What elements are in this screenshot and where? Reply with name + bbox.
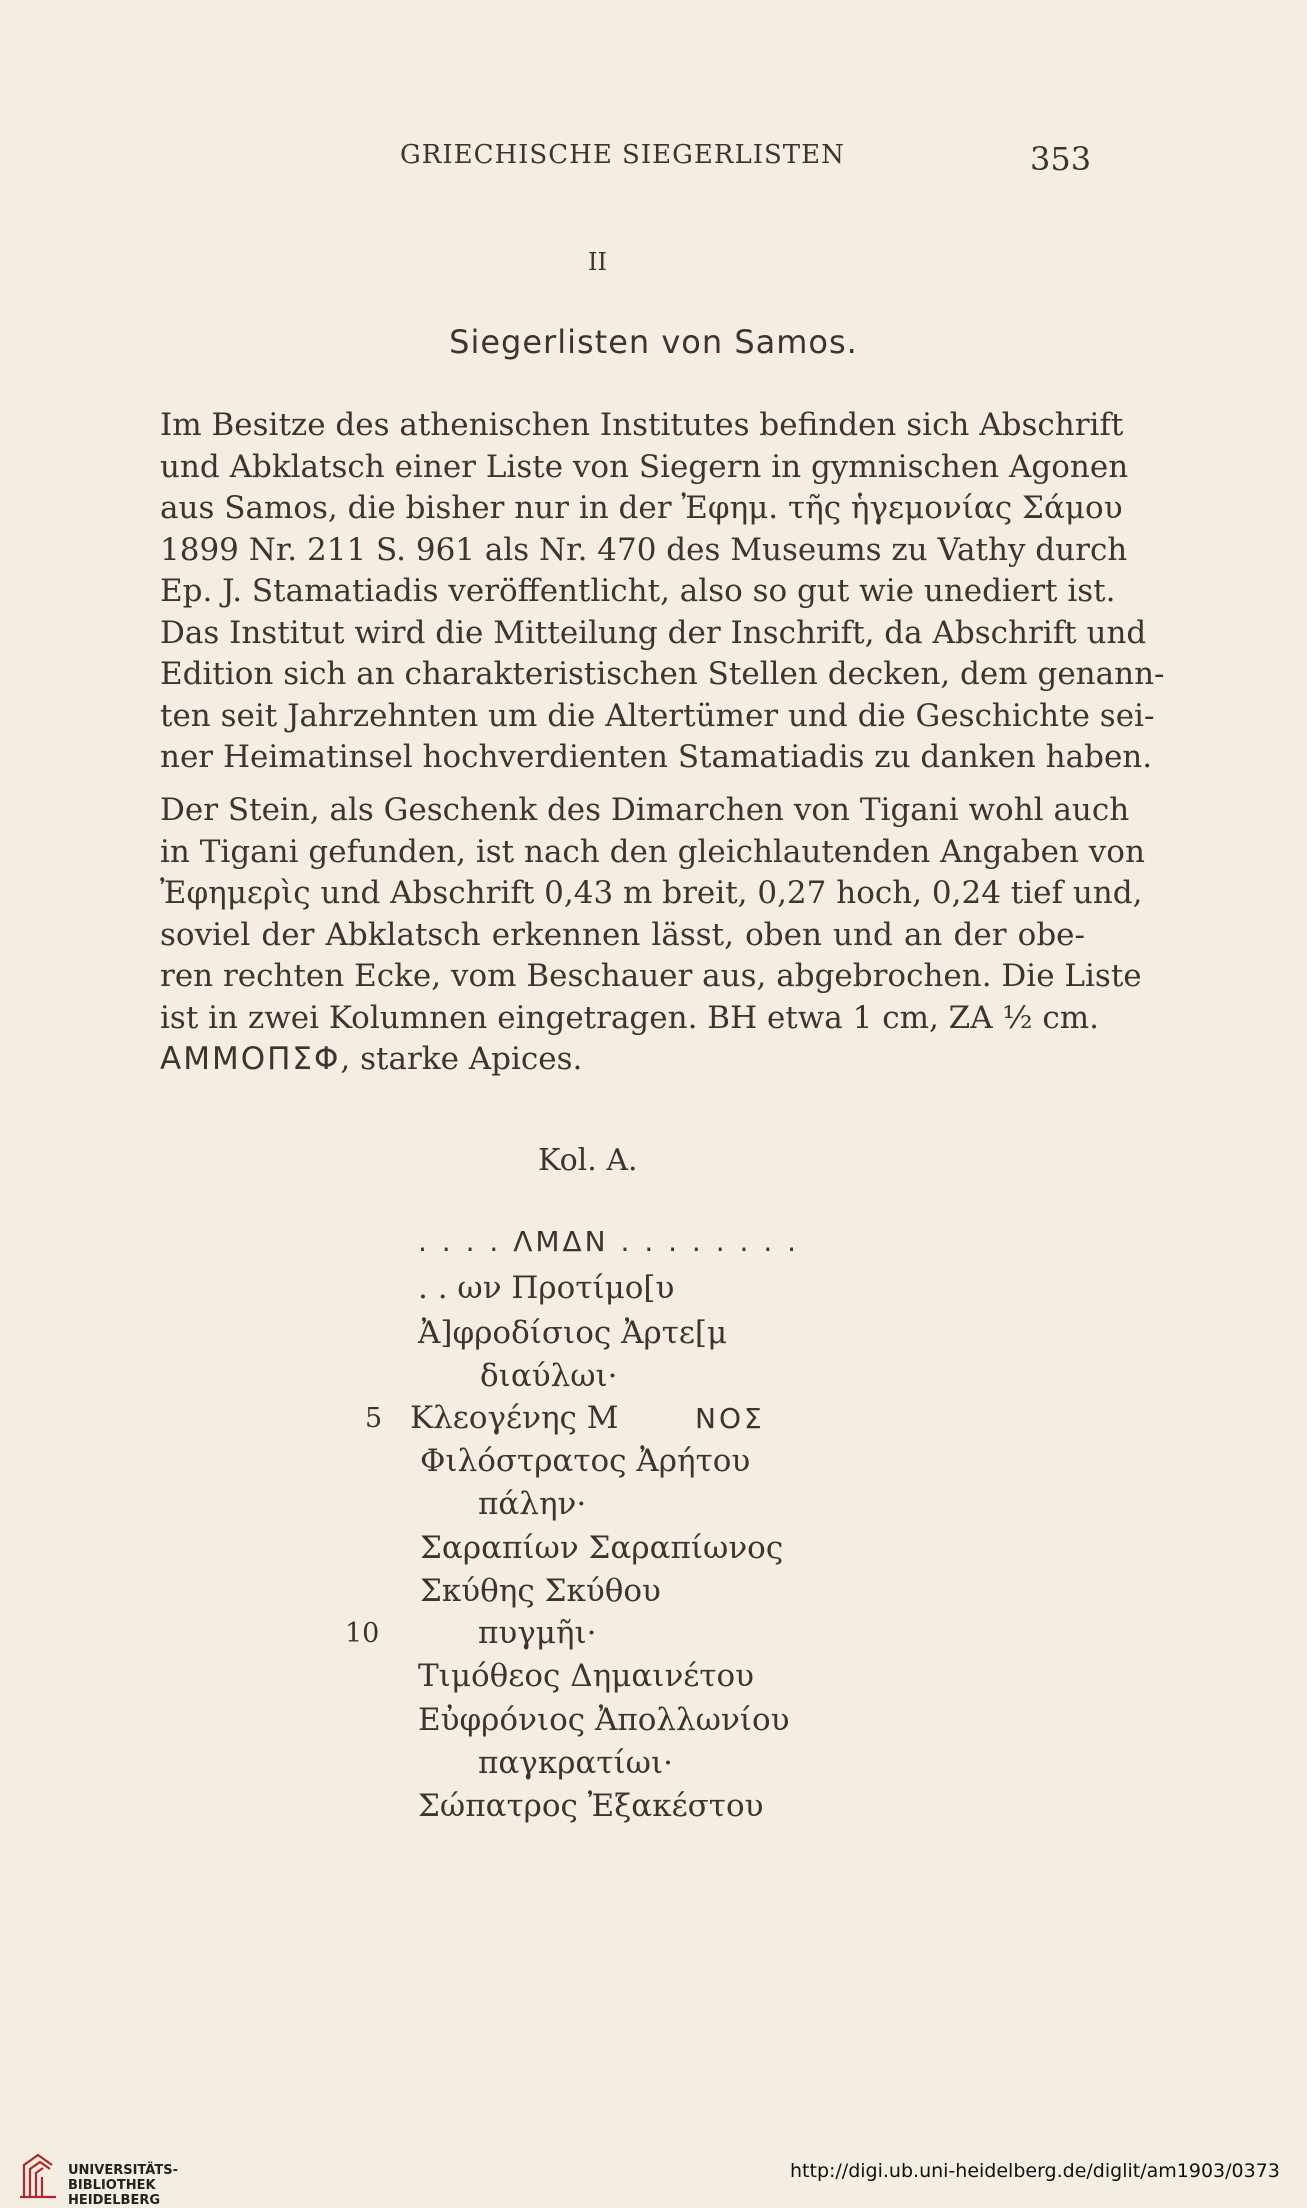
line-number: 10 [345, 1618, 380, 1649]
inscription-line: Τιμόθεος Δημαινέτου [418, 1658, 755, 1694]
column-heading: Kol. A. [538, 1143, 638, 1178]
inscription-line: πάλην· [478, 1486, 587, 1522]
text-line: aus Samos, die bisher nur in der Ἐφημ. τῆς ἡγεμονίας Σάμου [160, 490, 1123, 526]
inscription-line: Σκύθης Σκύθου [420, 1573, 661, 1609]
text-line: Das Institut wird die Mitteilung der Inschrift, da Abschrift und [160, 614, 1147, 651]
source-url-link[interactable]: http://digi.ub.uni-heidelberg.de/diglit/am1903/0373 [790, 2160, 1280, 2182]
inscription-line: διαύλωι· [480, 1358, 618, 1394]
inscription-line: Ἀ]φροδίσιος Ἀρτε[μ [418, 1315, 728, 1351]
text-line: soviel der Abklatsch erkennen lässt, oben und an der obe- [160, 916, 1085, 953]
apices-text: , starke Apices. [340, 1041, 583, 1077]
text-line: und Abklatsch einer Liste von Siegern in gymnischen Agonen [160, 448, 1129, 485]
library-name-line: HEIDELBERG [68, 2193, 161, 2208]
inscription-line: . . ων Προτίμο[υ [418, 1270, 675, 1306]
text-line: in Tigani gefunden, ist nach den gleichlautenden Angaben von [160, 833, 1145, 870]
text-line: ist in zwei Kolumnen eingetragen. BH etwa 1 cm, ZA ½ cm. [160, 999, 1099, 1036]
inscription-line: Εὐφρόνιος Ἀπολλωνίου [418, 1702, 790, 1738]
library-logo-icon [18, 2153, 58, 2199]
library-name [68, 2163, 178, 2208]
line-number: 5 [365, 1403, 383, 1434]
inscription-line: . . . . ΛΜΔΝ . . . . . . . . [418, 1225, 800, 1258]
inscription-line: Κλεογένης Μ [410, 1400, 619, 1436]
apices-letters: ΑΜΜΟΠΣΦ [160, 1041, 341, 1077]
library-name-line: BIBLIOTHEK [68, 2178, 156, 2193]
section-number: II [588, 248, 607, 276]
inscription-line: Σώπατρος Ἐξακέστου [418, 1788, 764, 1824]
text-line: 1899 Nr. 211 S. 961 als Nr. 470 des Museums zu Vathy durch [160, 531, 1128, 568]
library-name-line: UNIVERSITÄTS- [68, 2163, 178, 2178]
text-line: Im Besitze des athenischen Institutes befinden sich Abschrift [160, 407, 1124, 443]
inscription-caps: ΝΟΣ [695, 1402, 765, 1435]
paragraph-1 [160, 405, 1165, 779]
text-line: ten seit Jahrzehnten um die Altertümer und die Geschichte sei- [160, 697, 1155, 734]
page-number: 353 [1030, 140, 1092, 178]
text-line: Ἐφημερὶς und Abschrift 0,43 m breit, 0,27 hoch, 0,24 tief und, [160, 875, 1143, 911]
text-line-apices [160, 1039, 1085, 1081]
paragraph-2 [160, 790, 1145, 1081]
inscription-line: Σαραπίων Σαραπίωνος [420, 1530, 784, 1566]
text-line: ren rechten Ecke, vom Beschauer aus, abgebrochen. Die Liste [160, 958, 1142, 994]
inscription-line: πυγμῆι· [478, 1615, 597, 1651]
text-line: Edition sich an charakteristischen Stellen decken, dem genann- [160, 656, 1165, 692]
text-line: Ep. J. Stamatiadis veröffentlicht, also so gut wie unediert ist. [160, 573, 1116, 609]
text-line: Der Stein, als Geschenk des Dimarchen von Tigani wohl auch [160, 792, 1130, 828]
inscription-line: Φιλόστρατος Ἀρήτου [420, 1443, 751, 1479]
text-line: ner Heimatinsel hochverdienten Stamatiadis zu danken haben. [160, 739, 1153, 775]
inscription-line: παγκρατίωι· [478, 1745, 673, 1781]
section-title: Siegerlisten von Samos. [449, 323, 858, 361]
running-title: GRIECHISCHE SIEGERLISTEN [400, 140, 845, 170]
